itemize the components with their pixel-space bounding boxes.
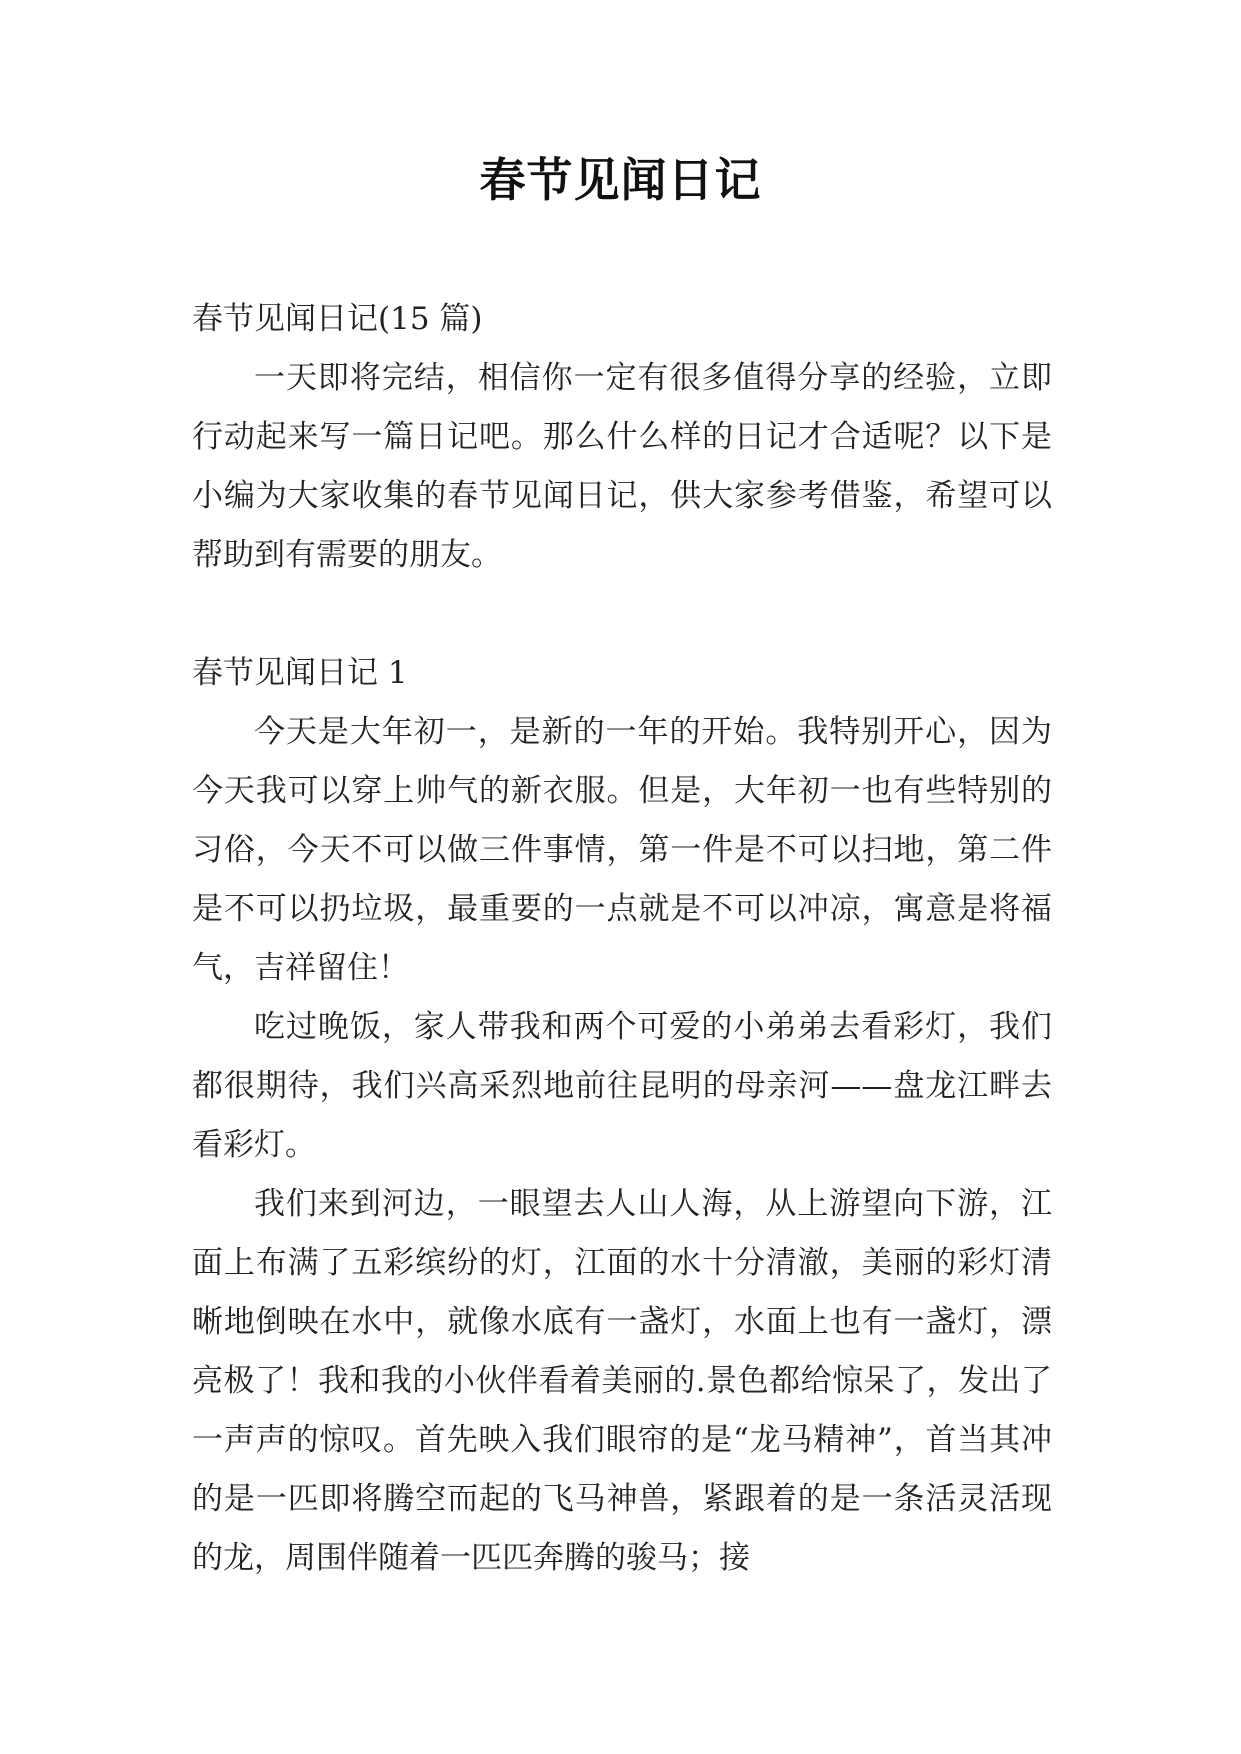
document-body xyxy=(192,290,1052,1588)
document-title: 春节见闻日记 xyxy=(479,153,762,207)
section-heading: 春节见闻日记 1 xyxy=(192,655,408,691)
intro-paragraph: 一天即将完结，相信你一定有很多值得分享的经验，立即行动起来写一篇日记吧。那么什么样的日记才合适呢？以下是小编为大家收集的春节见闻日记，供大家参考借鉴，希望可以帮助到有需要的朋友。 xyxy=(192,360,1052,573)
body-paragraph-3: 我们来到河边，一眼望去人山人海，从上游望向下游，江面上布满了五彩缤纷的灯，江面的水十分清澈，美丽的彩灯清晰地倒映在水中，就像水底有一盏灯，水面上也有一盏灯，漂亮极了！我和我的小伙伴看着美丽的.景色都给惊呆了，发出了一声声的惊叹。首先映入我们眼帘的是“龙马精神”，首当其冲的是一匹即将腾空而起的飞马神兽，紧跟着的是一条活灵活现的龙，周围伴随着一匹匹奔腾的骏马；接 xyxy=(192,1186,1052,1576)
body-paragraph-2: 吃过晚饭，家人带我和两个可爱的小弟弟去看彩灯，我们都很期待，我们兴高采烈地前往昆明的母亲河——盘龙江畔去看彩灯。 xyxy=(192,1009,1052,1163)
body-paragraph-1: 今天是大年初一，是新的一年的开始。我特别开心，因为今天我可以穿上帅气的新衣服。但是，大年初一也有些特别的习俗，今天不可以做三件事情，第一件是不可以扫地，第二件是不可以扔垃圾，最重要的一点就是不可以冲凉，寓意是将福气，吉祥留住！ xyxy=(192,714,1052,986)
section-spacer xyxy=(192,585,1052,644)
document-subtitle: 春节见闻日记(15 篇) xyxy=(192,301,483,337)
